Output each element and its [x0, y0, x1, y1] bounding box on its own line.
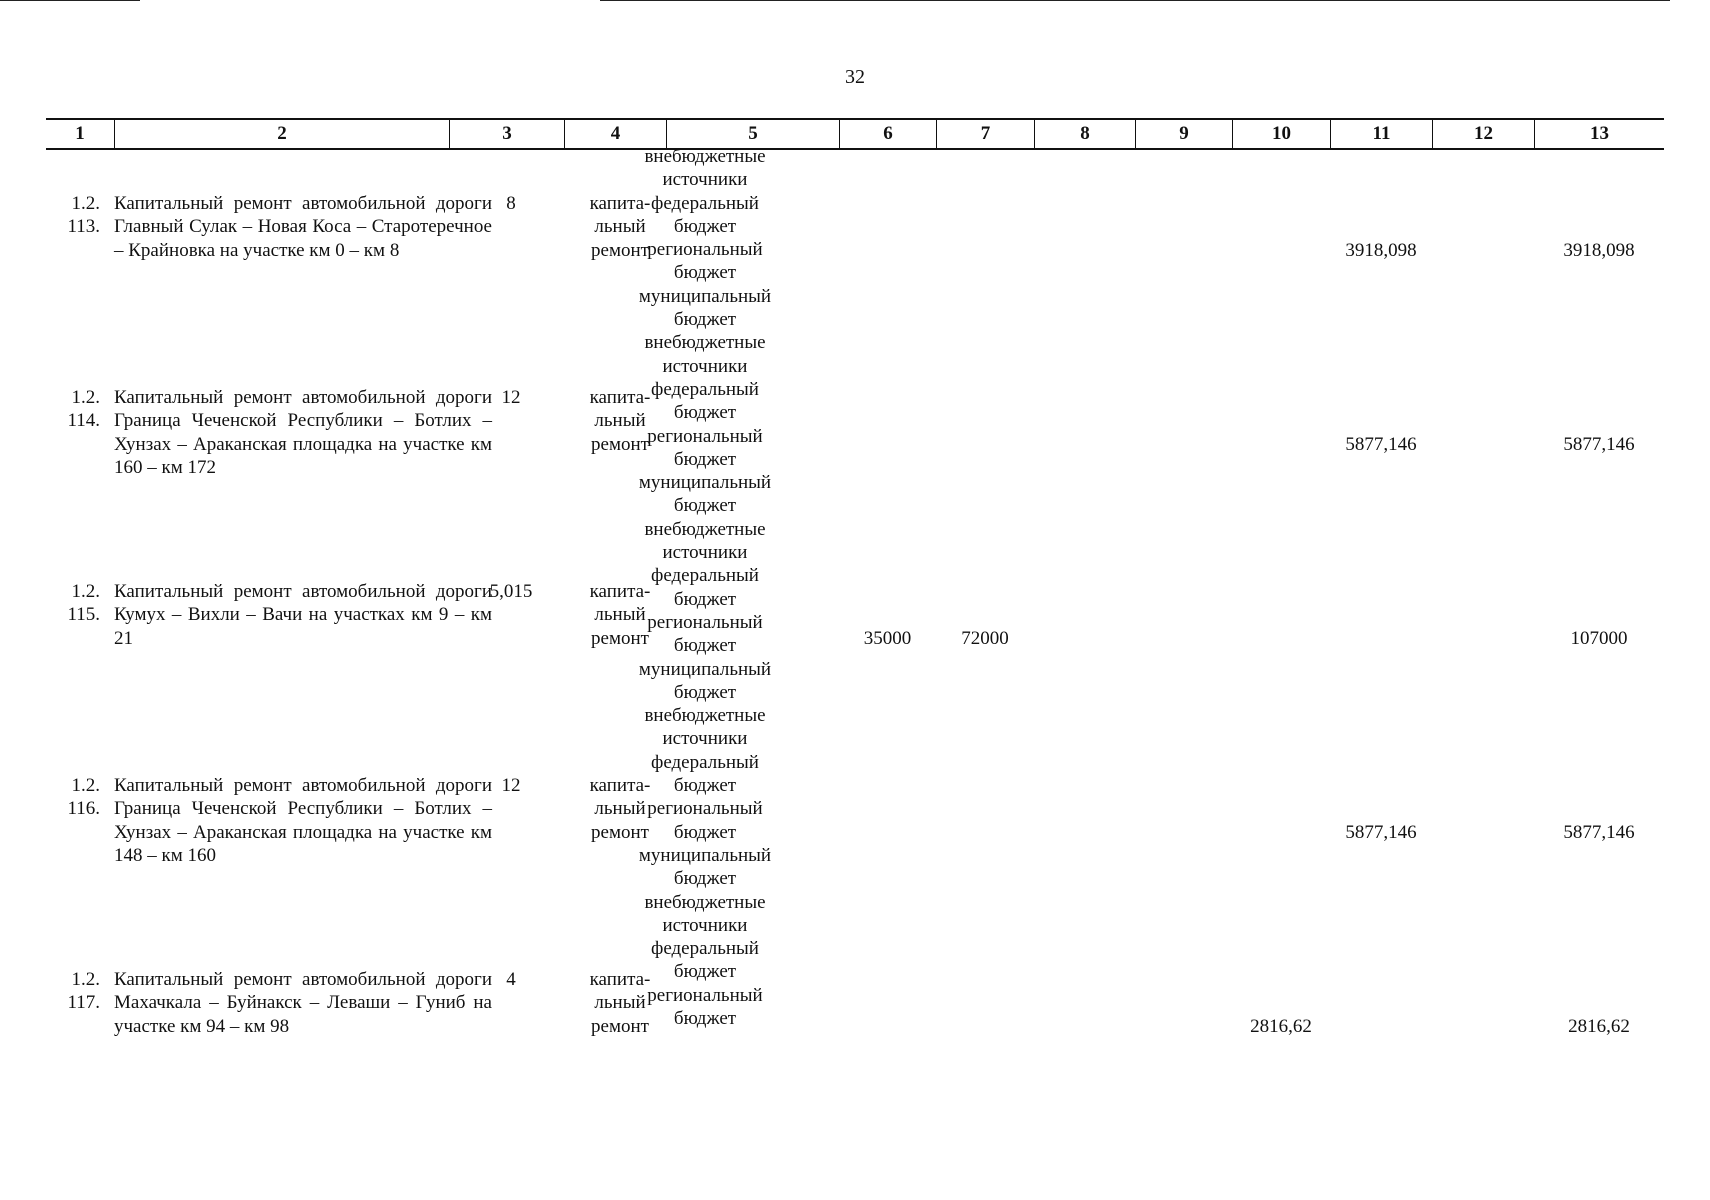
table-header-row — [46, 118, 1664, 150]
header-col-9: 9 — [1135, 120, 1232, 148]
work-type-line: льный — [594, 604, 646, 626]
header-col-6: 6 — [839, 120, 936, 148]
work-type — [572, 192, 668, 262]
top-edge-line-left — [0, 0, 140, 1]
row-number-line: 114. — [67, 410, 100, 432]
work-type-line: ремонт — [591, 627, 649, 649]
road-length: 12 — [501, 387, 521, 408]
header-col-13: 13 — [1534, 120, 1664, 148]
source-line: бюджет — [673, 775, 737, 797]
header-col-12: 12 — [1432, 120, 1534, 148]
source-line: бюджет — [673, 868, 737, 890]
work-type-line: льный — [594, 992, 646, 1014]
page-number: 32 — [845, 66, 865, 88]
work-type-line: капита- — [589, 969, 651, 990]
value-col-13: 107000 — [1570, 628, 1628, 649]
source-line: региональный — [647, 798, 763, 820]
row-number — [46, 580, 100, 627]
source-line: источники — [662, 914, 748, 936]
source-line: бюджет — [673, 681, 737, 703]
source-line: федеральный — [651, 565, 759, 587]
work-type — [572, 580, 668, 650]
source-line: бюджет — [673, 309, 737, 331]
header-col-2: 2 — [114, 120, 449, 148]
row-number — [46, 968, 100, 1015]
source-line: бюджет — [673, 448, 737, 470]
value-col-11: 5877,146 — [1345, 434, 1417, 455]
source-line: бюджет — [673, 495, 737, 517]
source-line: бюджет — [673, 588, 737, 610]
source-line: внебюджетные — [644, 146, 766, 167]
source-line: федеральный — [651, 938, 759, 960]
value-col-13: 3918,098 — [1563, 240, 1635, 261]
source-line: бюджет — [673, 1007, 737, 1029]
source-line: региональный — [647, 239, 763, 261]
work-type-line: ремонт — [591, 239, 649, 261]
work-type-line: льный — [594, 798, 646, 820]
value-col-13: 5877,146 — [1563, 822, 1635, 843]
source-line: бюджет — [673, 215, 737, 237]
header-col-7: 7 — [936, 120, 1034, 148]
value-col-13: 2816,62 — [1568, 1016, 1630, 1037]
header-col-11: 11 — [1330, 120, 1432, 148]
row-number-line: 1.2. — [71, 387, 100, 408]
work-type-line: капита- — [589, 581, 651, 602]
header-col-4: 4 — [564, 120, 666, 148]
row-number-line: 115. — [67, 604, 100, 626]
top-edge-line-right — [600, 0, 1670, 1]
source-line: региональный — [647, 984, 763, 1006]
source-line: источники — [662, 169, 748, 191]
value-col-11: 5877,146 — [1345, 822, 1417, 843]
source-line: источники — [662, 355, 748, 377]
row-number — [46, 192, 100, 239]
source-line: региональный — [647, 611, 763, 633]
source-line: внебюджетные — [644, 705, 766, 727]
header-col-10: 10 — [1232, 120, 1330, 148]
work-type — [572, 968, 668, 1038]
road-length: 12 — [501, 775, 521, 796]
value-col-10: 2816,62 — [1250, 1016, 1312, 1037]
work-type — [572, 386, 668, 456]
work-type-line: льный — [594, 410, 646, 432]
work-type-line: капита- — [589, 387, 651, 408]
work-type — [572, 774, 668, 844]
work-type-line: капита- — [589, 775, 651, 796]
row-number-line: 1.2. — [71, 775, 100, 796]
road-name: Капитальный ремонт автомобильной дороги Кумух – Вихли – Вачи на участках км 9 – км 21 — [114, 581, 492, 649]
road-length: 4 — [506, 969, 516, 990]
source-line: источники — [662, 542, 748, 564]
row-number-line: 113. — [67, 216, 100, 238]
road-name: Капитальный ремонт автомобильной дороги Махачкала – Буйнакск – Леваши – Гуниб на участке км 94 – км 98 — [114, 969, 492, 1037]
row-number — [46, 774, 100, 821]
row-number-line: 116. — [67, 798, 100, 820]
header-col-3: 3 — [449, 120, 564, 148]
road-name: Капитальный ремонт автомобильной дороги Главный Сулак – Новая Коса – Старотеречное – Крайновка на участке км 0 – км 8 — [114, 193, 492, 261]
source-line: источники — [662, 728, 748, 750]
row-number-line: 1.2. — [71, 969, 100, 990]
source-line: бюджет — [673, 402, 737, 424]
source-line: бюджет — [673, 961, 737, 983]
work-type-line: ремонт — [591, 1015, 649, 1037]
header-col-8: 8 — [1034, 120, 1135, 148]
header-col-5: 5 — [666, 120, 839, 148]
source-line: бюджет — [673, 821, 737, 843]
source-line: внебюджетные — [644, 332, 766, 354]
source-line: региональный — [647, 425, 763, 447]
value-col-13: 5877,146 — [1563, 434, 1635, 455]
source-line: муниципальный — [638, 844, 772, 866]
value-col-11: 3918,098 — [1345, 240, 1417, 261]
work-type-line: ремонт — [591, 821, 649, 843]
work-type-line: капита- — [589, 193, 651, 214]
source-line: муниципальный — [638, 658, 772, 680]
header-col-1: 1 — [75, 123, 85, 144]
source-line: бюджет — [673, 262, 737, 284]
source-line: бюджет — [673, 635, 737, 657]
source-line: муниципальный — [638, 472, 772, 494]
row-number-line: 117. — [67, 992, 100, 1014]
source-line: внебюджетные — [644, 518, 766, 540]
road-name: Капитальный ремонт автомобильной дороги Граница Чеченской Республики – Ботлих – Хунзах – Араканская площадка на участке км 148 – км 160 — [114, 775, 492, 866]
value-col-6: 35000 — [863, 628, 912, 649]
source-line: федеральный — [651, 378, 759, 400]
road-length: 5,015 — [489, 581, 533, 602]
source-line: муниципальный — [638, 285, 772, 307]
row-number-line: 1.2. — [71, 581, 100, 602]
work-type-line: льный — [594, 216, 646, 238]
source-line: федеральный — [651, 192, 759, 214]
source-line: внебюджетные — [644, 891, 766, 913]
source-line: федеральный — [651, 751, 759, 773]
work-type-line: ремонт — [591, 433, 649, 455]
row-number — [46, 386, 100, 433]
road-name: Капитальный ремонт автомобильной дороги Граница Чеченской Республики – Ботлих – Хунзах – Араканская площадка на участке км 160 – км 172 — [114, 387, 492, 478]
road-length: 8 — [506, 193, 516, 214]
row-number-line: 1.2. — [71, 193, 100, 214]
value-col-7: 72000 — [961, 628, 1009, 649]
